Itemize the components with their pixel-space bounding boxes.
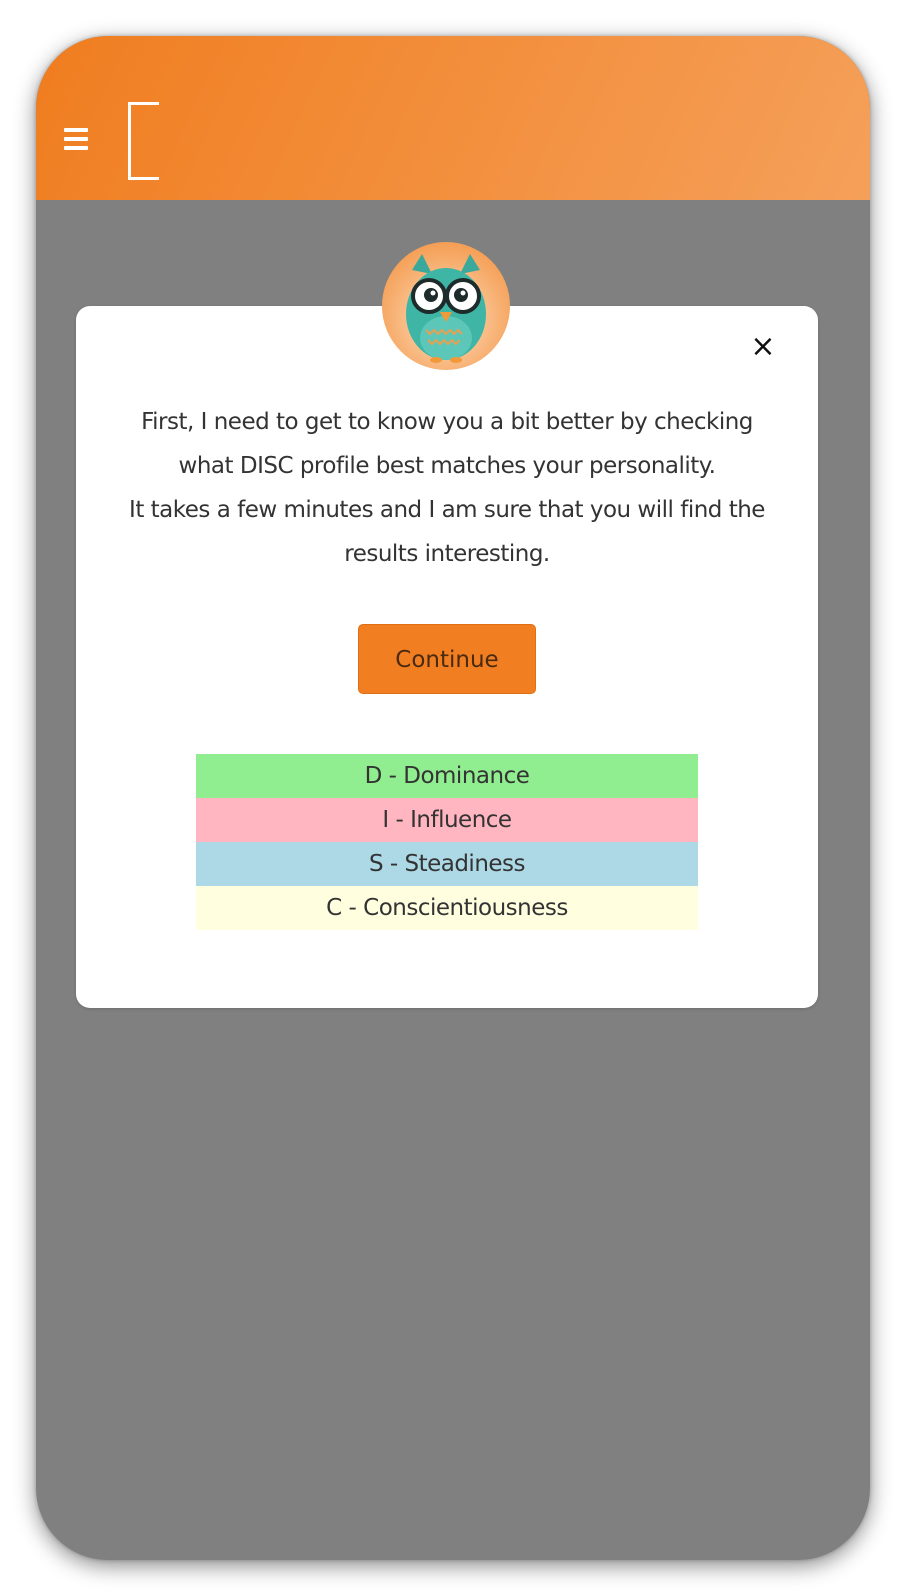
logo-tick-top: [151, 102, 159, 105]
owl-mascot-icon: [382, 242, 510, 370]
close-icon[interactable]: ×: [750, 329, 776, 364]
modal-message: [116, 400, 778, 576]
disc-row-conscientiousness: C - Conscientiousness: [196, 886, 698, 930]
disc-profile-legend: [196, 754, 698, 930]
disc-row-steadiness: S - Steadiness: [196, 842, 698, 886]
disc-row-influence: I - Influence: [196, 798, 698, 842]
logo-tick-bottom: [151, 177, 159, 180]
bracket-logo-icon: [128, 102, 156, 180]
hamburger-menu-icon[interactable]: [64, 128, 90, 150]
disc-intro-modal: [76, 306, 818, 1008]
app-header: [36, 36, 870, 200]
disc-row-dominance: D - Dominance: [196, 754, 698, 798]
continue-button[interactable]: Continue: [358, 624, 536, 694]
modal-paragraph-duration: It takes a few minutes and I am sure that you will find the results interesting.: [129, 497, 765, 567]
modal-paragraph-intro: First, I need to get to know you a bit better by checking what DISC profile best matches your personality.: [141, 409, 753, 479]
phone-frame: [36, 36, 870, 1560]
